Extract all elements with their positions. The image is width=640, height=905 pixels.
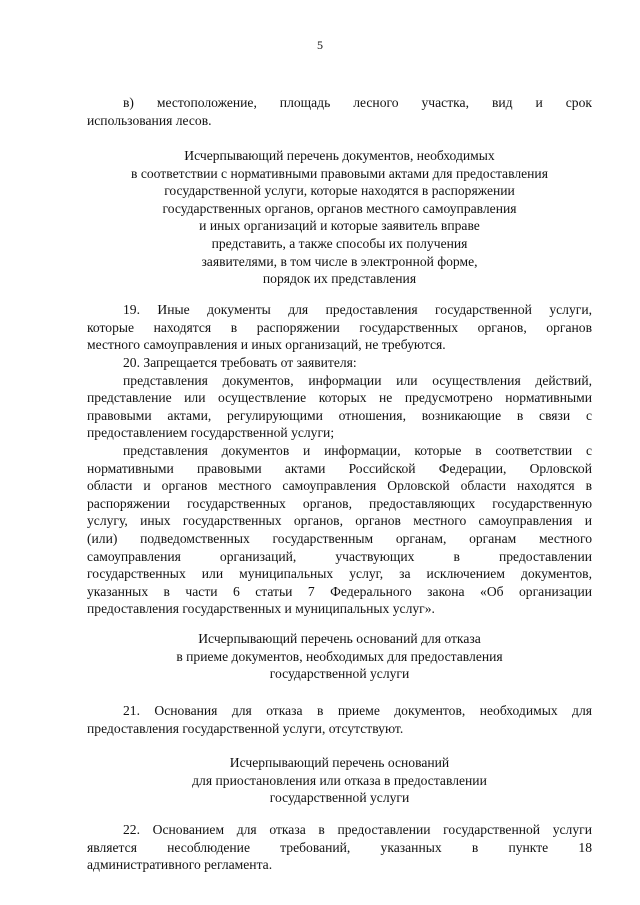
paragraph-item-v (87, 94, 592, 129)
heading-line: государственной услуги (269, 790, 410, 806)
text-line: распоряжении государственных органов, предоставляющих государственную (87, 495, 592, 511)
section-heading-suspension (87, 754, 592, 807)
paragraph-20 (87, 354, 592, 618)
text-line: предоставлением государственной услуги; (87, 425, 335, 441)
text-line: 19. Иные документы для предоставления государственной услуги, (123, 302, 592, 317)
heading-line: заявителями, в том числе в электронной форме, (201, 253, 478, 269)
page-number: 5 (317, 38, 323, 52)
text-line: административного регламента. (87, 857, 273, 873)
text-line: представление или осуществление которых не предусмотрено нормативными (87, 390, 592, 406)
paragraph-19 (87, 301, 592, 354)
section-heading-refusal-acceptance (87, 630, 592, 683)
heading-line: порядок их представления (262, 271, 417, 287)
text-line: 20. Запрещается требовать от заявителя: (123, 355, 357, 370)
text-line: использования лесов. (87, 112, 212, 128)
text-line: услугу, иных государственных органов, органов местного самоуправления и (87, 513, 592, 529)
text-line: 22. Основанием для отказа в предоставлении государственной услуги (123, 822, 592, 837)
heading-line: государственной услуги (269, 666, 410, 682)
heading-line: Исчерпывающий перечень оснований (229, 755, 450, 770)
paragraph-21 (87, 702, 592, 737)
text-line: представления документов, информации или осуществления действий, (123, 372, 592, 388)
section-heading-documents (87, 147, 592, 288)
heading-line: для приостановления или отказа в предоставлении (192, 772, 487, 788)
text-line: области и органов местного самоуправления Орловской области находятся в (87, 478, 592, 494)
paragraph-22 (87, 821, 592, 874)
heading-line: в соответствии с нормативными правовыми актами для предоставления (131, 165, 548, 181)
heading-line: Исчерпывающий перечень документов, необходимых (184, 148, 495, 163)
text-line: местного самоуправления и иных организаций, не требуются. (87, 337, 446, 353)
heading-line: и иных организаций и которые заявитель вправе (199, 218, 480, 234)
text-line: самоуправления организаций, участвующих в предоставлении (87, 548, 592, 564)
text-line: является несоблюдение требований, указанных в пункте 18 (87, 839, 592, 855)
text-line: указанных в части 6 статьи 7 Федерального закона «Об организации (87, 583, 592, 599)
heading-line: в приеме документов, необходимых для предоставления (176, 648, 503, 664)
text-line: предоставления государственных и муниципальных услуг». (87, 601, 435, 617)
heading-line: представить, а также способы их получения (211, 235, 468, 251)
text-line: правовыми актами, регулирующими отношения, возникающие в связи с (87, 407, 592, 423)
text-line: 21. Основания для отказа в приеме документов, необходимых для (123, 703, 592, 718)
heading-line: Исчерпывающий перечень оснований для отказа (198, 631, 481, 646)
text-line: которые находятся в распоряжении государственных органов, органов (87, 319, 592, 335)
heading-line: государственной услуги, которые находятся в распоряжении (164, 183, 515, 199)
text-line: государственных или муниципальных услуг, за исключением документов, (87, 566, 592, 582)
text-line: в) местоположение, площадь лесного участка, вид и срок (123, 95, 592, 110)
text-line: нормативными правовыми актами Российской Федерации, Орловской (87, 460, 592, 476)
text-line: (или) подведомственных государственным органам, органам местного (87, 530, 592, 546)
text-line: представления документов и информации, которые в соответствии с (123, 442, 592, 458)
heading-line: государственных органов, органов местного самоуправления (162, 200, 517, 216)
text-line: предоставления государственной услуги, отсутствуют. (87, 720, 404, 736)
